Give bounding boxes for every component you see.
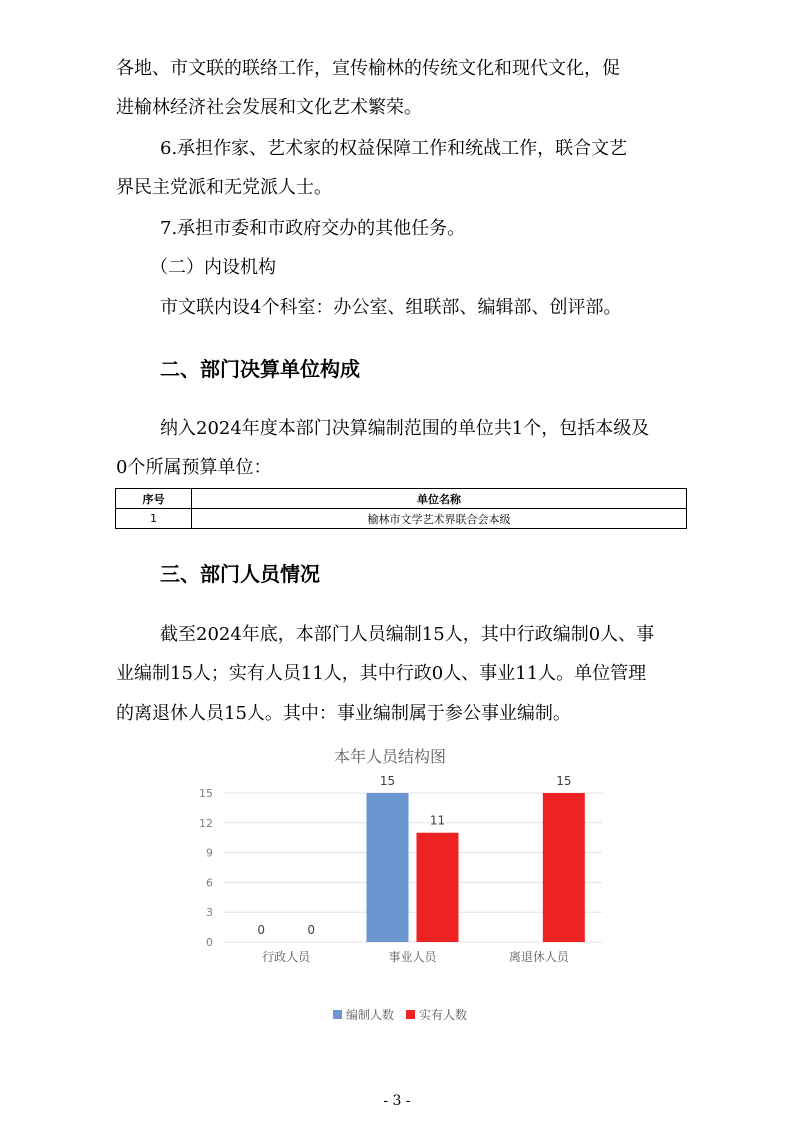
legend-swatch xyxy=(406,1010,415,1019)
staff-structure-chart xyxy=(150,738,630,1038)
y-tick-label: 9 xyxy=(206,846,213,860)
paragraph-line: 各地、市文联的联络工作，宣传榆林的传统文化和现代文化，促 xyxy=(116,58,620,79)
y-tick-label: 15 xyxy=(199,787,213,800)
table-row xyxy=(116,509,687,529)
unit-table xyxy=(115,488,687,529)
paragraph-line: 6.承担作家、艺术家的权益保障工作和统战工作，联合文艺 xyxy=(160,138,628,159)
paragraph-line: 纳入2024年度本部门决算编制范围的单位共1个，包括本级及 xyxy=(160,418,650,439)
data-label: 15 xyxy=(379,774,396,788)
section-heading-staffing: 三、部门人员情况 xyxy=(160,562,320,586)
y-tick-label: 3 xyxy=(206,906,213,920)
paragraph-line: 7.承担市委和市政府交办的其他任务。 xyxy=(160,218,466,239)
table-header-cell: 序号 xyxy=(116,489,192,509)
paragraph-line: 界民主党派和无党派人士。 xyxy=(116,177,332,198)
y-tick-label: 6 xyxy=(206,876,213,890)
y-tick-label: 12 xyxy=(199,816,213,830)
table-header-cell: 单位名称 xyxy=(192,489,687,509)
paragraph-line: 进榆林经济社会发展和文化艺术繁荣。 xyxy=(116,97,422,118)
paragraph-line: 的离退休人员15人。其中：事业编制属于参公事业编制。 xyxy=(116,703,571,724)
bar-actual xyxy=(417,833,459,942)
bar-authorized xyxy=(367,793,409,942)
paragraph-line: 截至2024年底，本部门人员编制15人，其中行政编制0人、事 xyxy=(160,624,655,645)
data-label: 0 xyxy=(257,923,265,937)
section-heading-unit-composition: 二、部门决算单位构成 xyxy=(160,357,360,381)
data-label: 15 xyxy=(556,774,572,788)
table-cell: 榆林市文学艺术界联合会本级 xyxy=(192,509,687,529)
table-cell: 1 xyxy=(116,509,192,529)
bar-actual xyxy=(543,793,585,942)
subheading-internal-units: （二）内设机构 xyxy=(150,257,276,278)
legend-swatch xyxy=(333,1010,342,1019)
x-tick-label: 离退休人员 xyxy=(508,950,569,964)
paragraph-line: 市文联内设4个科室：办公室、组联部、编辑部、创评部。 xyxy=(160,297,622,318)
chart-title: 本年人员结构图 xyxy=(333,747,447,766)
paragraph-line: 业编制15人；实有人员11人，其中行政0人、事业11人。单位管理 xyxy=(116,663,647,684)
data-label: 0 xyxy=(307,923,315,937)
data-label: 11 xyxy=(429,813,446,828)
x-tick-label: 行政人员 xyxy=(262,950,311,964)
x-tick-label: 事业人员 xyxy=(388,950,437,964)
page-number: - 3 - xyxy=(383,1093,411,1109)
y-tick-label: 0 xyxy=(206,936,213,949)
legend-label: 实有人数 xyxy=(419,1008,468,1022)
paragraph-line: 0个所属预算单位： xyxy=(116,457,272,478)
legend-label: 编制人数 xyxy=(346,1008,395,1022)
table-header-row xyxy=(116,489,687,509)
